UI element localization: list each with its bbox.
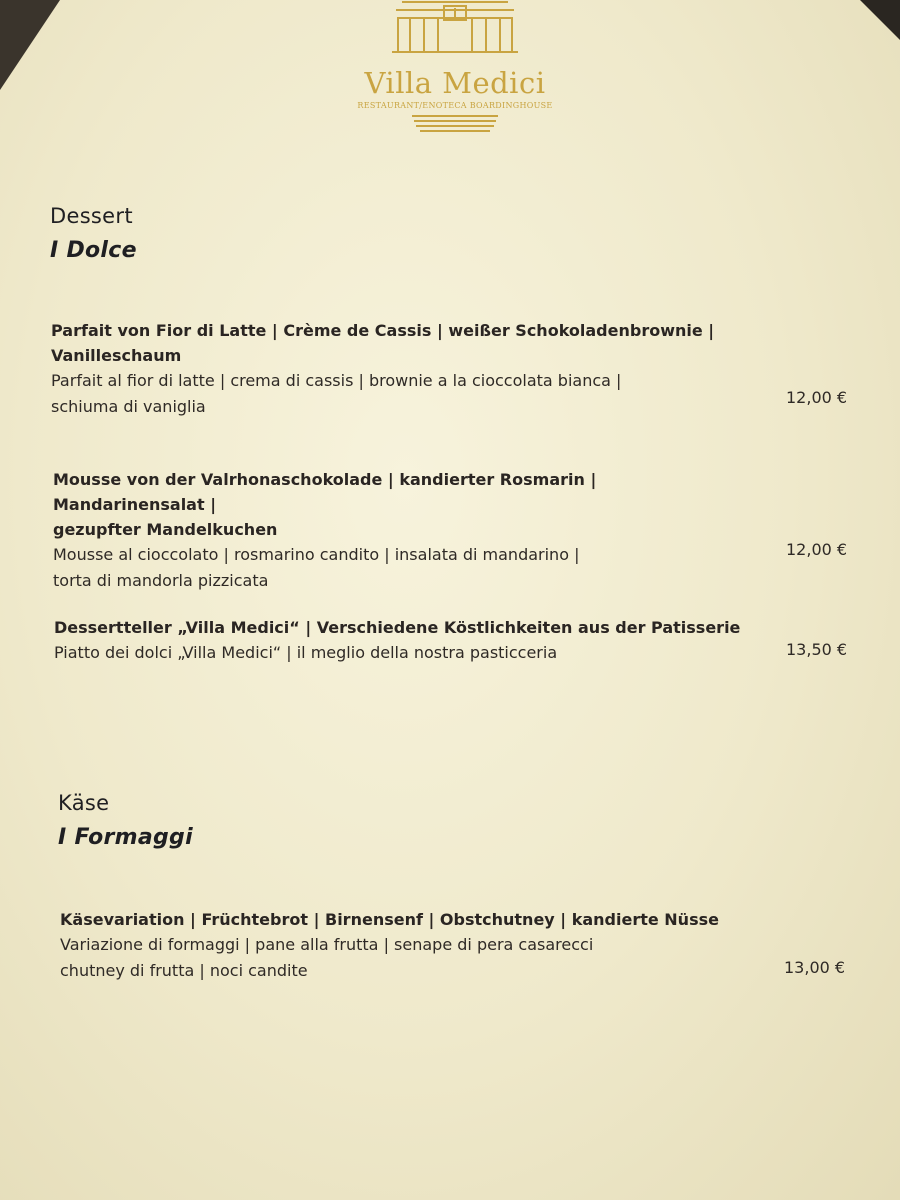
menu-item-parfait — [51, 318, 751, 420]
section-title-kaese: Käse — [58, 791, 110, 815]
item-name-it: Variazione di formaggi | pane alla frutta | senape di pera casarecci chutney di frutta | noci candite — [60, 935, 594, 980]
item-name-de: Parfait von Fior di Latte | Crème de Cassis | weißer Schokoladenbrownie | Vanilleschaum — [51, 321, 715, 365]
item-price: 12,00 € — [786, 540, 848, 559]
section-subtitle-formaggi: I Formaggi — [58, 825, 193, 850]
menu-item-dessertteller — [54, 615, 754, 666]
villa-medici-logo — [340, 0, 570, 140]
item-name-it: Piatto dei dolci „Villa Medici“ | il meglio della nostra pasticceria — [54, 643, 558, 662]
item-price: 12,00 € — [786, 388, 848, 407]
menu-item-mousse — [53, 467, 753, 594]
item-name-de: Mousse von der Valrhonaschokolade | kandierter Rosmarin | Mandarinensalat | gezupfter Mandelkuchen — [53, 470, 597, 539]
item-name-de: Dessertteller „Villa Medici“ | Verschiedene Köstlichkeiten aus der Patisserie — [54, 618, 741, 637]
item-price: 13,00 € — [784, 958, 846, 977]
item-name-de: Käsevariation | Früchtebrot | Birnensenf | Obstchutney | kandierte Nüsse — [60, 910, 719, 929]
item-name-it: Mousse al cioccolato | rosmarino candito | insalata di mandarino | torta di mandorla pizzicata — [53, 545, 580, 590]
section-subtitle-dolce: I Dolce — [50, 238, 137, 263]
logo-wordmark: Villa Medici — [364, 66, 546, 100]
logo-tagline: RESTAURANT/ENOTECA BOARDINGHOUSE — [357, 101, 553, 110]
menu-item-kaesevariation — [60, 907, 760, 984]
item-price: 13,50 € — [786, 640, 848, 659]
section-title-dessert: Dessert — [50, 204, 133, 228]
item-name-it: Parfait al fior di latte | crema di cassis | brownie a la cioccolata bianca | schiuma di vaniglia — [51, 371, 622, 416]
